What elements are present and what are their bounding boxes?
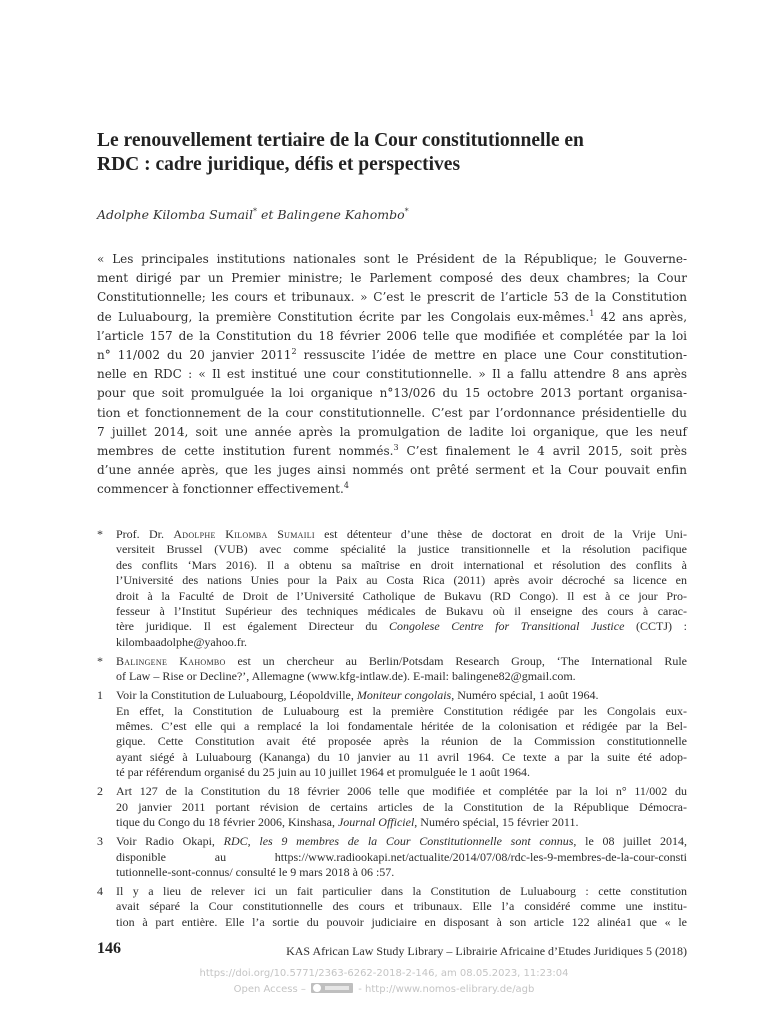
footnote-line: versiteit Brussel (VUB) avec comme spécialité la justice transitionnelle et la résolution pacifique bbox=[116, 542, 687, 557]
access-link[interactable]: - http://www.nomos-elibrary.de/agb bbox=[355, 984, 535, 995]
footnote-line: Voir la Constitution de Luluabourg, Léopoldville, Moniteur congolais, Numéro spécial, 1 août 1964. bbox=[116, 688, 599, 703]
author-name-smallcaps: Adolphe Kilomba Sumaili bbox=[173, 527, 315, 541]
footnote-line: Art 127 de la Constitution du 18 février 2006 telle que modifiée et complétée par la loi n° 11/002 du bbox=[116, 784, 687, 799]
footnote-line: tique du Congo du 18 février 2006, Kinshasa, Journal Officiel, Numéro spécial, 15 février 2011. bbox=[116, 815, 579, 830]
author-footnote-mark: * bbox=[253, 207, 258, 216]
doi-watermark[interactable]: https://doi.org/10.5771/2363-6262-2018-2-146, am 08.05.2023, 11:23:04 bbox=[199, 968, 569, 979]
footnote-line: Balingene Kahombo est un chercheur au Berlin/Potsdam Research Group, ‘The International Rule bbox=[116, 653, 687, 668]
body-line: 7 juillet 2014, soit une année après la promulgation de ladite loi organique, que les neuf bbox=[97, 424, 687, 439]
italic-title: RDC, les 9 membres de la Cour Constitutionnelle sont connus bbox=[223, 834, 574, 849]
author-connector: et bbox=[257, 207, 278, 223]
footnote-mark: * bbox=[97, 653, 103, 668]
body-line: membres de cette institution furent nommés.$^3$ C’est finalement le 4 avril 2015, soit près bbox=[97, 443, 687, 459]
footnote-line: En effet, la Constitution de Luluabourg est la première Constitution rédigée par les Congolais eux- bbox=[116, 703, 687, 718]
body-line: Constitutionnelle; les cours et tribunaux. » C’est le prescrit de l’article 53 de la Constitution bbox=[97, 290, 687, 305]
footnote-line: Voir Radio Okapi, RDC, les 9 membres de la Cour Constitutionnelle sont connus, le 08 juillet 2014, bbox=[116, 834, 687, 849]
footnote-line: des conflits ‘Mars 2016). Il a obtenu sa maîtrise en droit international et résolution des conflits à bbox=[116, 557, 687, 572]
footnote-line: Il y a lieu de relever ici un fait particulier dans la Constitution de Luluabourg : cette constitution bbox=[116, 883, 687, 898]
footnote-line: gique. Cette Constitution avait été proposée après la réunion de la Commission constitutionnelle bbox=[116, 734, 687, 749]
body-line: d’une année après, que les juges ainsi nommés ont prêté serment et la Cour pouvait enfin bbox=[97, 463, 687, 478]
footnote-line: té par référendum organisé du 25 juin au 10 juillet 1964 et promulguée le 1 août 1964. bbox=[116, 765, 531, 780]
series-title: KAS African Law Study Library – Librairie Africaine d’Etudes Juridiques 5 (2018) bbox=[286, 944, 687, 958]
footnote-line: tère juridique. Il est également Directeur du Congolese Centre for Transitional Justice (CCTJ) : bbox=[116, 619, 687, 634]
body-line: l’article 157 de la Constitution du 18 février 2006 telle que modifiée et complétée par la loi bbox=[97, 328, 687, 343]
footnote-line: tion à part entière. Elle l’a sortie du pouvoir judiciaire en disposant à son article 122 alinéa1 que « le bbox=[116, 914, 687, 929]
footnote-ref: 1 bbox=[589, 308, 595, 318]
footnote-line: of Law – Rise or Decline?’, Allemagne (www.kfg-intlaw.de). E-mail: balingene82@gmail.com. bbox=[116, 669, 576, 684]
italic-title: Journal Officiel bbox=[337, 815, 415, 830]
body-line: « Les principales institutions nationales sont le Président de la République; le Gouverne- bbox=[97, 252, 687, 266]
footnote-ref: 4 bbox=[343, 481, 349, 491]
author-line bbox=[97, 207, 687, 222]
footnote-line: Prof. Dr. Adolphe Kilomba Sumaili est détenteur d’une thèse de doctorat en droit de la Vrije Uni- bbox=[116, 527, 687, 541]
author-name: Balingene Kahombo bbox=[277, 207, 405, 223]
footnote-3 bbox=[97, 834, 687, 880]
footnote-line: 20 janvier 2011 portant révision de certains articles de la Constitution de la République Démocra- bbox=[116, 799, 687, 814]
body-line: tion et fonctionnement de la cour constitutionnelle. C’est par l’ordonnance présidentielle du bbox=[97, 405, 687, 420]
footnote-line: ayant siégé à Luluabourg (Kananga) du 10 janvier au 11 avril 1964. Ce texte a par la suite été adop- bbox=[116, 749, 687, 764]
footnote-1 bbox=[97, 688, 687, 780]
author-name: Adolphe Kilomba Sumail bbox=[97, 207, 254, 223]
article-title bbox=[97, 129, 687, 177]
footnote-line: droit à la Faculté de Droit de l’Université Catholique de Bukavu (RD Congo). Il est à ce jour Pro- bbox=[116, 588, 687, 603]
author-footnote-mark: * bbox=[404, 207, 409, 216]
cc-license-icon[interactable] bbox=[311, 983, 353, 993]
access-label: Open Access – bbox=[233, 984, 310, 995]
footnote-ref: 3 bbox=[393, 443, 399, 453]
footnote-url[interactable]: disponible au https://www.radiookapi.net/actualite/2014/07/08/rdc-les-9-membres-de-la-cour-consti bbox=[116, 849, 687, 864]
title-line: Le renouvellement tertiaire de la Cour constitutionnelle en bbox=[97, 130, 584, 151]
footnote-4 bbox=[97, 884, 687, 930]
footnote-mark: 4 bbox=[97, 883, 103, 898]
body-line: pour que soit promulguée la loi organique n°13/026 du 15 octobre 2013 portant organisa- bbox=[97, 386, 687, 401]
footnote-mark: 3 bbox=[97, 834, 103, 849]
footnote-mark: 2 bbox=[97, 784, 103, 799]
open-access-watermark bbox=[0, 983, 768, 995]
body-line: ment dirigé par un Premier ministre; le Parlement composé des deux chambres; la Cour bbox=[97, 271, 687, 286]
italic-title: Congolese Centre for Transitional Justice bbox=[389, 619, 625, 634]
footnote-line: mêmes. C’est elle qui a remplacé la loi fondamentale héritée de la colonisation et rédigée par la Bel- bbox=[116, 719, 687, 734]
body-line: de Luluabourg, la première Constitution écrite par les Congolais eux-mêmes.$^1$ 42 ans après, bbox=[97, 308, 688, 324]
footnote-line: l’Université des nations Unies pour la Paix au Costa Rica (2011) après avoir décroché sa licence en bbox=[116, 573, 687, 588]
italic-title: Moniteur congolais bbox=[356, 688, 452, 703]
footnote-line: tutionnelle-sont-connus/ consulté le 9 mars 2018 à 06 :57. bbox=[116, 864, 395, 879]
footnote-mark: 1 bbox=[97, 688, 103, 703]
author-name-smallcaps: Balingene Kahombo bbox=[116, 653, 226, 668]
footnote-line: fesseur à l’Institut Supérieur des techniques médicales de Bukavu où il enseigne des cours à carac- bbox=[116, 604, 687, 619]
footnote-2 bbox=[97, 784, 687, 830]
page-number: 146 bbox=[97, 940, 121, 957]
body-line: n° 11/002 du 20 janvier 2011$^2$ ressuscite l’idée de mettre en place une Cour constitution- bbox=[97, 347, 688, 363]
footnote-mark: * bbox=[97, 527, 103, 541]
footnote-email: kilombaadolphe@yahoo.fr. bbox=[116, 634, 248, 649]
footnotes-section bbox=[97, 527, 687, 934]
footnote-line: avait séparé la Cour constitutionnelle des cours et tribunaux. Elle l’a considéré comme une institu- bbox=[116, 899, 687, 914]
title-line: RDC : cadre juridique, défis et perspectives bbox=[97, 154, 461, 175]
body-line: nelle en RDC : « Il est institué une cour constitutionnelle. » Il a fallu attendre 8 ans après bbox=[97, 367, 687, 382]
footnote-author-2 bbox=[97, 654, 687, 685]
body-paragraph bbox=[97, 250, 687, 500]
footnote-ref: 2 bbox=[291, 347, 297, 357]
footnote-author-1 bbox=[97, 527, 687, 650]
body-line: commencer à fonctionner effectivement.$^4$ bbox=[97, 481, 349, 497]
